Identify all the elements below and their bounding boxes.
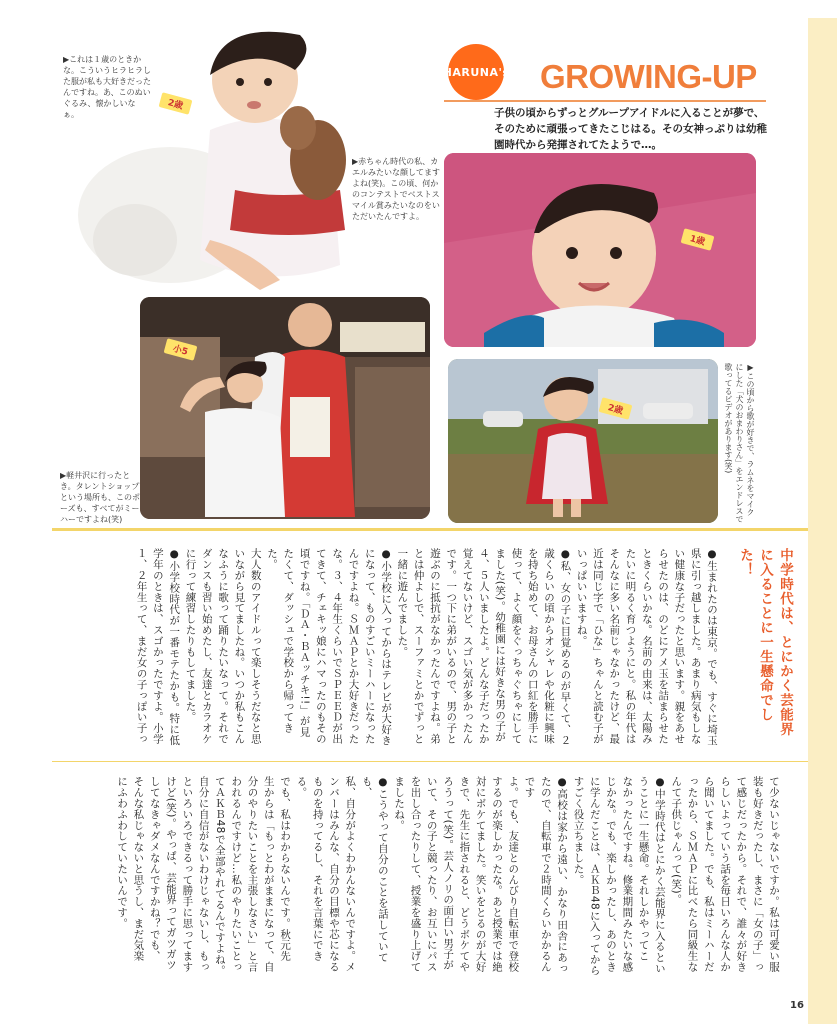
lower-column: ンバーはみんな、自分の目標や芯になる	[327, 776, 340, 973]
lower-column: いて、その子と競ったり、お互いにパス	[425, 776, 438, 973]
article-lower-text	[70, 776, 782, 982]
caption-toddler: ▶これは１歳のときかな。こういうヒラヒラした服が私も大好きだったんですね。あ、このぬいぐるみ、懐かしいなぁ。	[63, 55, 151, 119]
lower-column: ったから、ＳＭＡＰに比べたら同級生な	[686, 776, 699, 973]
photo-toddler-plush	[60, 10, 360, 295]
caption-grade5: ▶軽井沢に行ったとき。タレントショップという場所も、このポーズも、すべてがミーハーですよね(笑)	[60, 471, 140, 524]
upper-column: なふうに歌って踊りたいなって。それで	[217, 548, 230, 745]
upper-column: になって、ものすごいミーハーになった	[363, 548, 376, 745]
lower-column: らしいよっていう話を毎日いろんな人か	[719, 776, 732, 973]
upper-column: 覚えてないけど、スゴい気が多かったん	[461, 548, 474, 745]
lower-column: よ。でも、友達とのんびり自転車で登校	[507, 776, 520, 973]
upper-column: んですよね。ＳＭＡＰとか大好きだった	[347, 548, 360, 745]
upper-column: 頃ですね。「ＤＡ・ＢＡッチキ!!」が見	[298, 548, 311, 738]
photo-grade5	[140, 297, 430, 519]
lower-column: きで、先生に指されると、どうボケてや	[458, 776, 471, 973]
age-tag-2b: 2歳	[599, 397, 633, 420]
lower-column: ら聞いてました。でも、私はミーハーだ	[702, 776, 715, 973]
upper-column: な。３、４年生くらいでＳＰＥＥＤが出	[331, 548, 344, 745]
lower-column: にふわふわしていたいんです。	[116, 776, 129, 929]
upper-column: 近は同じ字で「ひな」ちゃんと読む子が	[591, 548, 604, 745]
upper-column: ●私、女の子に目覚めるのが早くて、２	[559, 548, 572, 746]
lower-column: なかったんですね。修業期間みたいな感	[621, 776, 634, 973]
upper-column: 使って、よく顔をぐっちゃぐちゃにして	[510, 548, 523, 745]
upper-column: 一緒に遊んでました。	[396, 548, 409, 657]
age-tag-grade5: 小5	[164, 338, 198, 361]
upper-column: 遊ぶのに抵抗がなかったんですよね。弟	[428, 548, 441, 745]
lower-column: ●こうやって自分のことを話していても、	[360, 776, 389, 963]
photo-park-2yr	[448, 359, 718, 523]
lower-column: 対にボケてました。笑いをとるのが大好	[474, 776, 487, 973]
upper-column: 大人数のアイドルって楽しそうだなと思	[249, 548, 262, 745]
lower-column: われるんですけど…私のやりたいことっ	[230, 776, 243, 973]
middle-divider	[52, 761, 808, 762]
lower-column: に学んだことは、ＡＫＢ48に入ってから	[588, 776, 601, 976]
upper-column: ●生まれたのは東京。でも、すぐに埼玉	[706, 548, 718, 746]
upper-column: ４、５人いましたよ。どんな子だったか	[477, 548, 490, 745]
upper-column: に行って練習したりもしてました。	[184, 548, 197, 723]
haruna-badge: HARUNA's	[448, 44, 504, 100]
top-divider	[52, 528, 808, 531]
age-tag-1: 1歳	[681, 228, 715, 251]
lower-column: けど(笑)。やっぱ、芸能界ってガツガツ	[165, 776, 178, 971]
lower-column: でも、私はわからないんです。秋元先	[279, 776, 292, 962]
lower-column: 自分に自信がないわけじゃないし、もっ	[197, 776, 210, 973]
upper-column: たくて、ダッシュで学校から帰ってきた。	[265, 548, 295, 734]
lower-column: うことに一生懸命。それしかやってこ	[637, 776, 650, 962]
page-number: 16	[790, 1000, 804, 1011]
article-headline: 中学時代は、とにかく芸能界に入ることに一生懸命でした！	[737, 548, 793, 737]
upper-column: らせたのは、のどにアメ玉を詰まらせた	[657, 548, 670, 745]
upper-text-content	[133, 548, 720, 754]
lower-column: そんな私じゃないと思うし、まだ気楽	[132, 776, 145, 962]
lower-column: ましたね。	[393, 776, 406, 831]
lower-column: してなきゃダメなんですかね？でも、	[148, 776, 161, 962]
lower-column: を出し合ったりして、授業を盛り上げて	[409, 776, 422, 973]
caption-park: ▶この頃から歌が好きで、ラムネをマイクにした「犬のおまわりさん」をエンドレスで歌ってるビデオがあります(笑)	[724, 363, 755, 523]
upper-column: 歳くらいの頃からオシャレや化粧に興味	[543, 548, 556, 745]
upper-column: とは仲よしで、スーファミとかでずっと	[412, 548, 425, 745]
upper-column: 学年のときは、スゴかったですよ。小学	[151, 548, 164, 745]
upper-column: たいに明るく育つようにと。私の年代は	[624, 548, 637, 745]
lower-column: すごく役立ちました。	[572, 776, 585, 885]
lower-column: 生からは「もっとわがままになって、自	[262, 776, 275, 973]
upper-column: てきて、チェキッ娘にハマったのもその	[314, 548, 327, 745]
lower-column: ろうって(笑)。芸人ノリの面白い男子が	[442, 776, 455, 971]
lower-column: 分のやりたいことを主張しなさい」と言	[246, 776, 259, 973]
page-edge-band	[808, 18, 837, 1024]
upper-column: そんなに多い名前じゃなかったけど、最	[608, 548, 621, 745]
age-tag-2: 2歳	[159, 92, 193, 115]
upper-column: です。一つ下に弟がいるので、男の子と	[445, 548, 458, 745]
lower-text-content	[114, 776, 782, 982]
upper-column: いながら見てましたね。いつか私もこん	[233, 548, 246, 745]
title-underline	[444, 100, 766, 102]
lower-column: て感じだったから。それで、誰々が好き	[735, 776, 748, 973]
upper-column: ダンスも習い始めたし、友達とカラオケ	[200, 548, 213, 745]
article-upper-text	[60, 548, 720, 754]
lower-column: 私、自分がよくわかんないんですよ。メ	[344, 776, 357, 973]
lower-column: 装も好きだったし、まさに「女の子」っ	[751, 776, 764, 973]
caption-baby: ▶赤ちゃん時代の私、カエルみたいな顔してますよね(笑)。この頃、何かのコンテストでベストスマイル賞みたいなのをいただいたんですよ。	[352, 157, 440, 221]
lower-column: ●中学時代はとにかく芸能界に入るとい	[653, 776, 666, 974]
lower-column: じかな。でも、楽しかったし、あのとき	[605, 776, 618, 973]
lower-column: ●高校は家から遠い、かなり田舎にあっ	[556, 776, 569, 974]
upper-column: ました(笑)。幼稚園には好きな男の子が	[494, 548, 507, 743]
upper-column: い健康な子だったと思います。親をあせ	[673, 548, 686, 745]
page-title: GROWING-UP	[540, 58, 757, 95]
lower-column: て少ないじゃないですか。私は可愛い服	[768, 776, 780, 973]
upper-column: １、２年生って、まだ女の子っぽい子っ	[135, 548, 148, 745]
upper-column: を持ち始めて、お母さんの口紅を勝手に	[526, 548, 539, 745]
upper-column: ●小学校時代が一番モテたかも。特に低	[168, 548, 181, 746]
upper-column: いっぱいいますね。	[575, 548, 588, 647]
lead-text: 子供の頃からずっとグループアイドルに入ることが夢で、そのために頑張ってきたこじはる。その女神っぷりは幼稚園時代から発揮されてたようで…。	[494, 107, 767, 151]
upper-column: 県に引っ越しました。あまり病気もしな	[689, 548, 702, 745]
lower-column: するのが楽しかったな。あと授業では絶	[490, 776, 503, 973]
upper-column: ときくらいかな。名前の由来は、太陽み	[640, 548, 653, 745]
upper-column: ●小学校に入ってからはテレビが大好き	[380, 548, 393, 746]
lower-column: たので、自転車で２時間くらいかかるんです	[523, 776, 552, 973]
lower-column: んて子供じゃんって(笑)。	[670, 776, 683, 905]
lower-column: てＡＫＢ48で全部やれてるんですよね。	[213, 776, 226, 976]
lower-column: ものを持ってるし、それを言葉にできる。	[295, 776, 324, 962]
lower-column: といろいろできるって勝手に思ってます	[181, 776, 194, 973]
